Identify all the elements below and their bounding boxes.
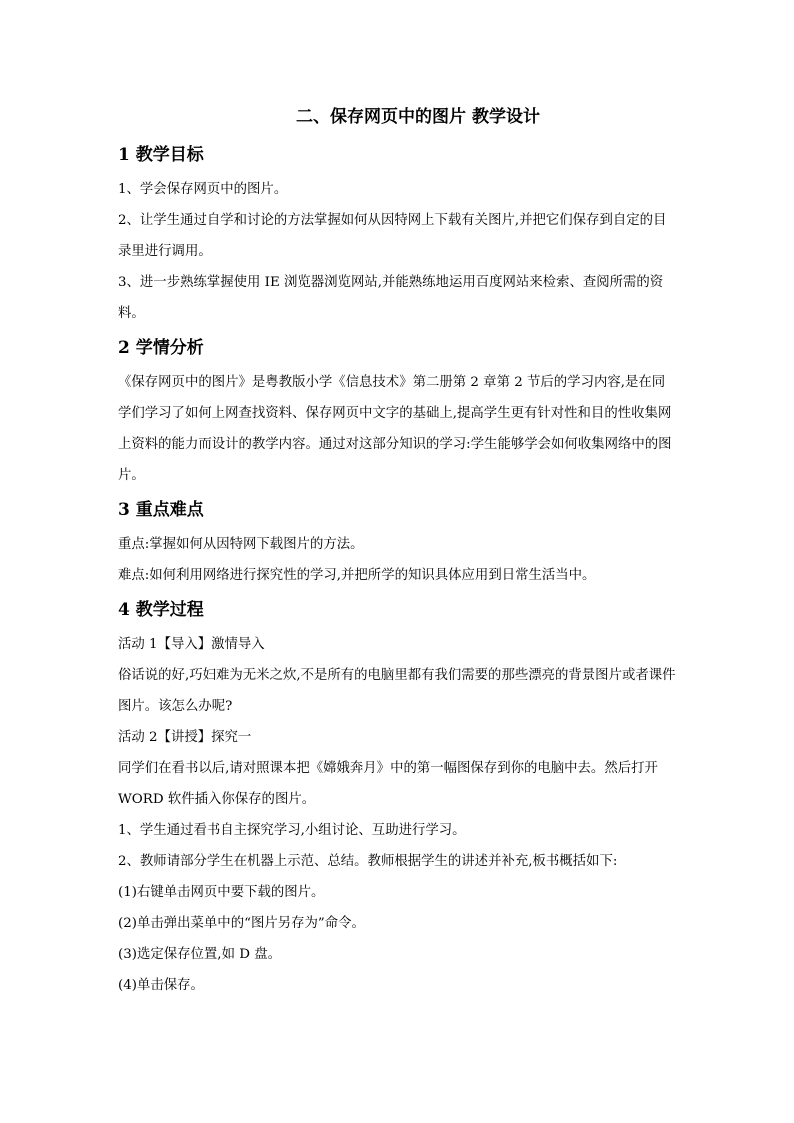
paragraph: 活动 1【导入】激情导入 (118, 637, 265, 652)
section-teaching-objectives (118, 142, 678, 329)
document-page (118, 104, 678, 1001)
section-heading: 3 重点难点 (118, 500, 204, 520)
section-learning-analysis (118, 335, 678, 491)
section-heading: 1 教学目标 (118, 145, 204, 165)
paragraph: 难点:如何利用网络进行探究性的学习,并把所学的知识具体应用到日常生活当中。 (118, 568, 596, 583)
paragraph: 1、学会保存网页中的图片。 (118, 182, 288, 197)
paragraph: 2、教师请部分学生在机器上示范、总结。教师根据学生的讲述并补充,板书概括如下: (118, 854, 618, 869)
section-key-difficult-points (118, 497, 678, 591)
paragraph: (4)单击保存。 (118, 978, 204, 993)
paragraph: 活动 2【讲授】探究一 (118, 730, 252, 745)
paragraph: (3)选定保存位置,如 D 盘。 (118, 947, 281, 962)
paragraph: 同学们在看书以后,请对照课本把《嫦娥奔月》中的第一幅图保存到你的电脑中去。然后打开 WORD 软件插入你保存的图片。 (118, 761, 658, 807)
paragraph: 2、让学生通过自学和讨论的方法掌握如何从因特网上下载有关图片,并把它们保存到自定的目录里进行调用。 (118, 213, 667, 259)
section-heading: 4 教学过程 (118, 600, 204, 620)
section-heading: 2 学情分析 (118, 338, 204, 358)
paragraph: 3、进一步熟练掌握使用 IE 浏览器浏览网站,并能熟练地运用百度网站来检索、查阅所需的资料。 (118, 275, 664, 321)
paragraph: (2)单击弹出菜单中的“图片另存为”命令。 (118, 916, 365, 931)
paragraph: (1)右键单击网页中要下载的图片。 (118, 885, 325, 900)
document-title: 二、保存网页中的图片 教学设计 (296, 107, 540, 127)
paragraph: 1、学生通过看书自主探究学习,小组讨论、互助进行学习。 (118, 823, 466, 838)
paragraph: 俗话说的好,巧妇难为无米之炊,不是所有的电脑里都有我们需要的那些漂亮的背景图片或者课件图片。该怎么办呢? (118, 668, 676, 714)
paragraph: 《保存网页中的图片》是粤教版小学《信息技术》第二册第 2 章第 2 节后的学习内容,是在同学们学习了如何上网查找资料、保存网页中文字的基础上,提高学生更有针对性和目的性收集网上资料的能力而设计的教学内容。通过对这部分知识的学习:学生能够学会如何收集网络中的图片。 (118, 375, 672, 483)
section-teaching-process (118, 597, 678, 1001)
paragraph: 重点:掌握如何从因特网下载图片的方法。 (118, 537, 364, 552)
